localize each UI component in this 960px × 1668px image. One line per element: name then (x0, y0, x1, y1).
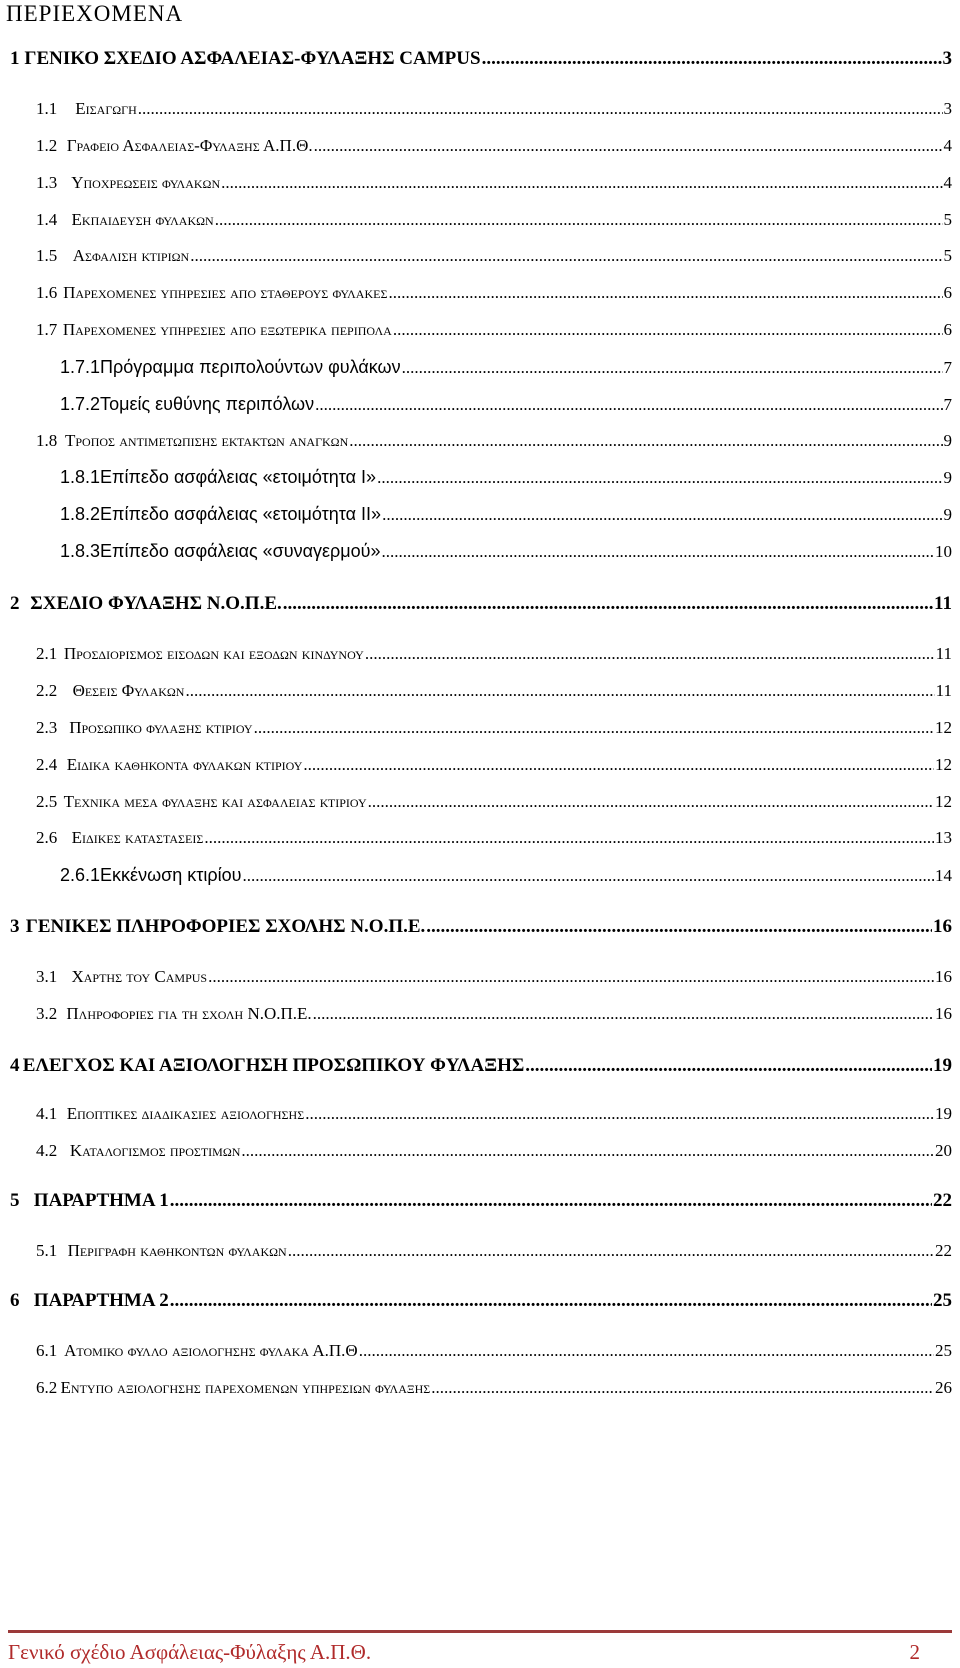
toc-entry-label: Ασφαλιση κτιριων (72, 246, 190, 265)
toc-entry-page: 12 (935, 718, 952, 737)
toc-entry[interactable] (36, 718, 952, 738)
toc-entry-number: 1.8.3 (60, 541, 101, 561)
toc-entry-page: 25 (935, 1341, 952, 1360)
toc-entry-leader (368, 792, 934, 812)
toc-entry-page: 22 (933, 1190, 952, 1211)
toc-entry-number: 1.7.1 (60, 357, 101, 377)
toc-entry-leader (221, 173, 942, 193)
toc-entry-page: 25 (933, 1290, 952, 1311)
toc-entry-label: Θεσεις Φυλακων (72, 681, 185, 700)
toc-entry-label: Ατομικο φυλλο αξιολογησης φυλακα Α.Π.Θ (64, 1341, 358, 1360)
toc-entry-page: 16 (935, 1004, 952, 1023)
toc-entry-page: 7 (943, 358, 952, 377)
toc-entry-label: Τροπος αντιμετωπισης εκτακτων αναγκων (64, 431, 349, 450)
toc-entry-leader (313, 1004, 934, 1024)
toc-entry-leader (382, 505, 942, 525)
toc-entry-page: 11 (935, 644, 952, 663)
toc-entry-page: 9 (943, 431, 952, 450)
toc-entry[interactable] (36, 1104, 952, 1124)
toc-entry-number: 2 (10, 593, 20, 614)
toc-entry-label: Τομείς ευθύνης περιπόλων (100, 394, 315, 414)
toc-entry[interactable] (36, 1341, 952, 1361)
toc-entry-page: 5 (943, 210, 952, 229)
toc-entry-leader (482, 48, 942, 70)
toc-entry-label: Εντυπο αξιολογησης παρεχομενων υπηρεσιων φυλαξης (60, 1378, 431, 1397)
toc-entry-leader (365, 644, 935, 664)
footer-rule (8, 1630, 952, 1633)
toc-entry[interactable] (10, 1055, 952, 1077)
toc-entry-label: ΠΑΡΑΡΤΗΜΑ 1 (33, 1190, 169, 1211)
toc-entry-number: 3 (10, 916, 20, 937)
toc-entry-page: 12 (935, 792, 952, 811)
toc-entry-page: 14 (935, 866, 952, 885)
toc-entry-number: 2.2 (36, 681, 58, 700)
toc-entry[interactable] (36, 1141, 952, 1161)
toc-entry-leader (215, 210, 943, 230)
toc-entry-page: 6 (943, 320, 952, 339)
toc-entry-leader (315, 395, 942, 415)
footer-text: Γενικό σχέδιο Ασφάλειας-Φύλαξης Α.Π.Θ. (8, 1640, 372, 1664)
toc-entry-page: 3 (943, 99, 952, 118)
toc-entry-leader (377, 468, 942, 488)
toc-entry-label: Περιγραφη καθηκοντων φυλακων (67, 1241, 287, 1260)
toc-entry-label: ΓΕΝΙΚΕΣ ΠΛΗΡΟΦΟΡΙΕΣ ΣΧΟΛΗΣ Ν.Ο.Π.Ε. (25, 916, 426, 937)
toc-entry-number: 6.1 (36, 1341, 58, 1360)
toc-entry-page: 4 (943, 173, 952, 192)
toc-entry-page: 6 (943, 283, 952, 302)
toc-entry[interactable] (60, 357, 952, 378)
toc-entry[interactable] (10, 1190, 952, 1212)
toc-entry[interactable] (36, 320, 952, 340)
toc-entry[interactable] (36, 828, 952, 848)
toc-entry-label: Επίπεδο ασφάλειας «συναγερμού» (100, 541, 381, 561)
toc-entry-number: 2.6 (36, 828, 58, 847)
toc-entry-page: 5 (943, 246, 952, 265)
toc-entry-leader (242, 866, 934, 886)
toc-entry-leader (170, 1190, 932, 1212)
toc-entry-number: 5.1 (36, 1241, 58, 1260)
toc-entry-number: 1.1 (36, 99, 58, 118)
toc-entry-leader (303, 755, 934, 775)
toc-entry[interactable] (36, 173, 952, 193)
toc-entry-page: 26 (935, 1378, 952, 1397)
toc-entry-leader (431, 1378, 934, 1398)
toc-entry-number: 1.4 (36, 210, 58, 229)
toc-entry[interactable] (10, 48, 952, 70)
toc-entry[interactable] (36, 1241, 952, 1261)
toc-entry-leader (208, 967, 934, 987)
toc-entry-leader (170, 1290, 932, 1312)
toc-entry-number: 1.8.2 (60, 504, 101, 524)
toc-entry-page: 9 (943, 505, 952, 524)
toc-entry-label: Εκπαιδευση φυλακων (71, 210, 214, 229)
toc-entry-number: 1.8.1 (60, 467, 101, 487)
toc-entry-number: 1.5 (36, 246, 58, 265)
toc-entry-label: Γραφειο Ασφαλειας-Φυλαξης Α.Π.Θ. (66, 136, 313, 155)
toc-entry-label: Εκκένωση κτιρίου (100, 865, 242, 885)
toc-entry[interactable] (10, 1290, 952, 1312)
toc-entry-number: 1 (10, 48, 20, 69)
toc-entry-leader (138, 99, 943, 119)
toc-entry-label: Προσωπικο φυλαξης κτιριου (69, 718, 253, 737)
toc-entry-leader (426, 916, 932, 938)
toc-entry-label: Πρόγραμμα περιπολούντων φυλάκων (100, 357, 401, 377)
toc-entry[interactable] (60, 865, 952, 886)
toc-entry-page: 20 (935, 1141, 952, 1160)
toc-entry-number: 4 (10, 1055, 20, 1076)
toc-entry[interactable] (36, 210, 952, 230)
toc-entry-leader (314, 136, 943, 156)
toc-entry[interactable] (36, 1378, 952, 1398)
toc-entry-page: 4 (943, 136, 952, 155)
toc-entry-label: Προσδιορισμος εισοδων και εξοδων κινδυνου (63, 644, 364, 663)
toc-entry-label: ΕΛΕΓΧΟΣ ΚΑΙ ΑΞΙΟΛΟΓΗΣΗ ΠΡΟΣΩΠΙΚΟΥ ΦΥΛΑΞΗΣ (22, 1055, 525, 1076)
toc-entry-page: 22 (935, 1241, 952, 1260)
toc-entry-page: 7 (943, 395, 952, 414)
toc-entry-label: Ειδικες καταστασεις (71, 828, 204, 847)
toc-entry[interactable] (36, 792, 952, 812)
toc-entry-leader (349, 431, 942, 451)
toc-entry-leader (241, 1141, 934, 1161)
toc-entry[interactable] (36, 99, 952, 119)
toc-entry-number: 2.4 (36, 755, 58, 774)
toc-entry-number: 1.7.2 (60, 394, 101, 414)
toc-entry[interactable] (60, 394, 952, 415)
toc-entry-page: 9 (943, 468, 952, 487)
toc-entry[interactable] (36, 136, 952, 156)
toc-entry-number: 2.3 (36, 718, 58, 737)
toc-entry-number: 1.2 (36, 136, 58, 155)
toc-entry[interactable] (36, 283, 952, 303)
toc-entry-leader (185, 681, 934, 701)
toc-entry-leader (402, 358, 943, 378)
toc-entry-page: 10 (935, 542, 952, 561)
toc-entry-number: 2.5 (36, 792, 58, 811)
toc-entry-page: 16 (935, 967, 952, 986)
toc-entry-leader (525, 1055, 932, 1077)
toc-entry-label: Παρεχομενες υπηρεσιες απο σταθερους φυλακες (63, 283, 388, 302)
toc-entry-leader (254, 718, 934, 738)
toc-entry-number: 4.2 (36, 1141, 58, 1160)
toc-entry-label: Παρεχομενες υπηρεσιες απο εξωτερικα περιπολα (62, 320, 392, 339)
toc-entry[interactable] (36, 967, 952, 987)
toc-entry-page: 12 (935, 755, 952, 774)
toc-entry-number: 6 (10, 1290, 20, 1311)
toc-entry-label: Καταλογισμος προστιμων (69, 1141, 241, 1160)
toc-entry[interactable] (36, 246, 952, 266)
toc-entry-label: ΓΕΝΙΚΟ ΣΧΕΔΙΟ ΑΣΦΑΛΕΙΑΣ-ΦΥΛΑΞΗΣ CAMPUS (24, 48, 481, 69)
toc-entry[interactable] (10, 916, 952, 938)
toc-entry-label: Εποπτικες διαδικασιες αξιολογησης (66, 1104, 305, 1123)
toc-entry-leader (393, 320, 943, 340)
toc-entry-page: 11 (934, 593, 952, 614)
toc-entry-leader (288, 1241, 934, 1261)
toc-entry[interactable] (36, 755, 952, 775)
toc-entry-page: 16 (933, 916, 952, 937)
toc-entry-page: 11 (935, 681, 952, 700)
toc-entry-leader (283, 593, 933, 615)
toc-title: ΠΕΡΙΕΧΟΜΕΝΑ (6, 1, 184, 26)
toc-entry-label: Ειδικα καθηκοντα φυλακων κτιριου (66, 755, 303, 774)
toc-entry-page: 3 (942, 48, 952, 69)
toc-entry-number: 1.8 (36, 431, 58, 450)
toc-entry-label: Τεχνικα μεσα φυλαξης και ασφαλειας κτιριου (63, 792, 367, 811)
toc-entry-page: 19 (935, 1104, 952, 1123)
toc-entry-number: 6.2 (36, 1378, 58, 1397)
toc-entry-number: 1.6 (36, 283, 58, 302)
toc-entry-label: ΣΧΕΔΙΟ ΦΥΛΑΞΗΣ Ν.Ο.Π.Ε. (30, 593, 282, 614)
toc-entry-page: 13 (935, 828, 952, 847)
toc-entry-number: 3.1 (36, 967, 58, 986)
toc-entry-page: 19 (933, 1055, 952, 1076)
toc-entry[interactable] (60, 504, 952, 525)
toc-entry-leader (190, 246, 942, 266)
toc-entry-label: Χαρτης του Campus (71, 967, 208, 986)
toc-entry-label: Επίπεδο ασφάλειας «ετοιμότητα ΙΙ» (100, 504, 382, 524)
toc-entry-number: 5 (10, 1190, 20, 1211)
toc-entry-label: Εισαγωγη (75, 99, 137, 118)
toc-entry-number: 1.3 (36, 173, 58, 192)
toc-entry-label: ΠΑΡΑΡΤΗΜΑ 2 (33, 1290, 169, 1311)
toc-entry[interactable] (36, 644, 952, 664)
toc-entry-number: 3.2 (36, 1004, 58, 1023)
toc-entry-leader (388, 283, 942, 303)
toc-entry-number: 2.6.1 (60, 865, 101, 885)
toc-entry-leader (204, 828, 934, 848)
toc-entry[interactable] (60, 541, 952, 562)
toc-entry-label: Υποχρεωσεις φυλακων (71, 173, 221, 192)
toc-entry-number: 2.1 (36, 644, 58, 663)
toc-entry[interactable] (10, 593, 952, 615)
toc-entry[interactable] (36, 1004, 952, 1024)
toc-entry-leader (305, 1104, 934, 1124)
toc-entry-label: Επίπεδο ασφάλειας «ετοιμότητα Ι» (100, 467, 377, 487)
toc-entry[interactable] (36, 681, 952, 701)
toc-entry-leader (359, 1341, 934, 1361)
footer-page-number: 2 (909, 1640, 920, 1664)
toc-entry-number: 1.7 (36, 320, 58, 339)
toc-entry-number: 4.1 (36, 1104, 58, 1123)
toc-entry-leader (382, 542, 934, 562)
toc-entry-label: Πληροφοριες για τη σχολη Ν.Ο.Π.Ε. (66, 1004, 312, 1023)
toc-entry[interactable] (60, 467, 952, 488)
toc-entry[interactable] (36, 431, 952, 451)
